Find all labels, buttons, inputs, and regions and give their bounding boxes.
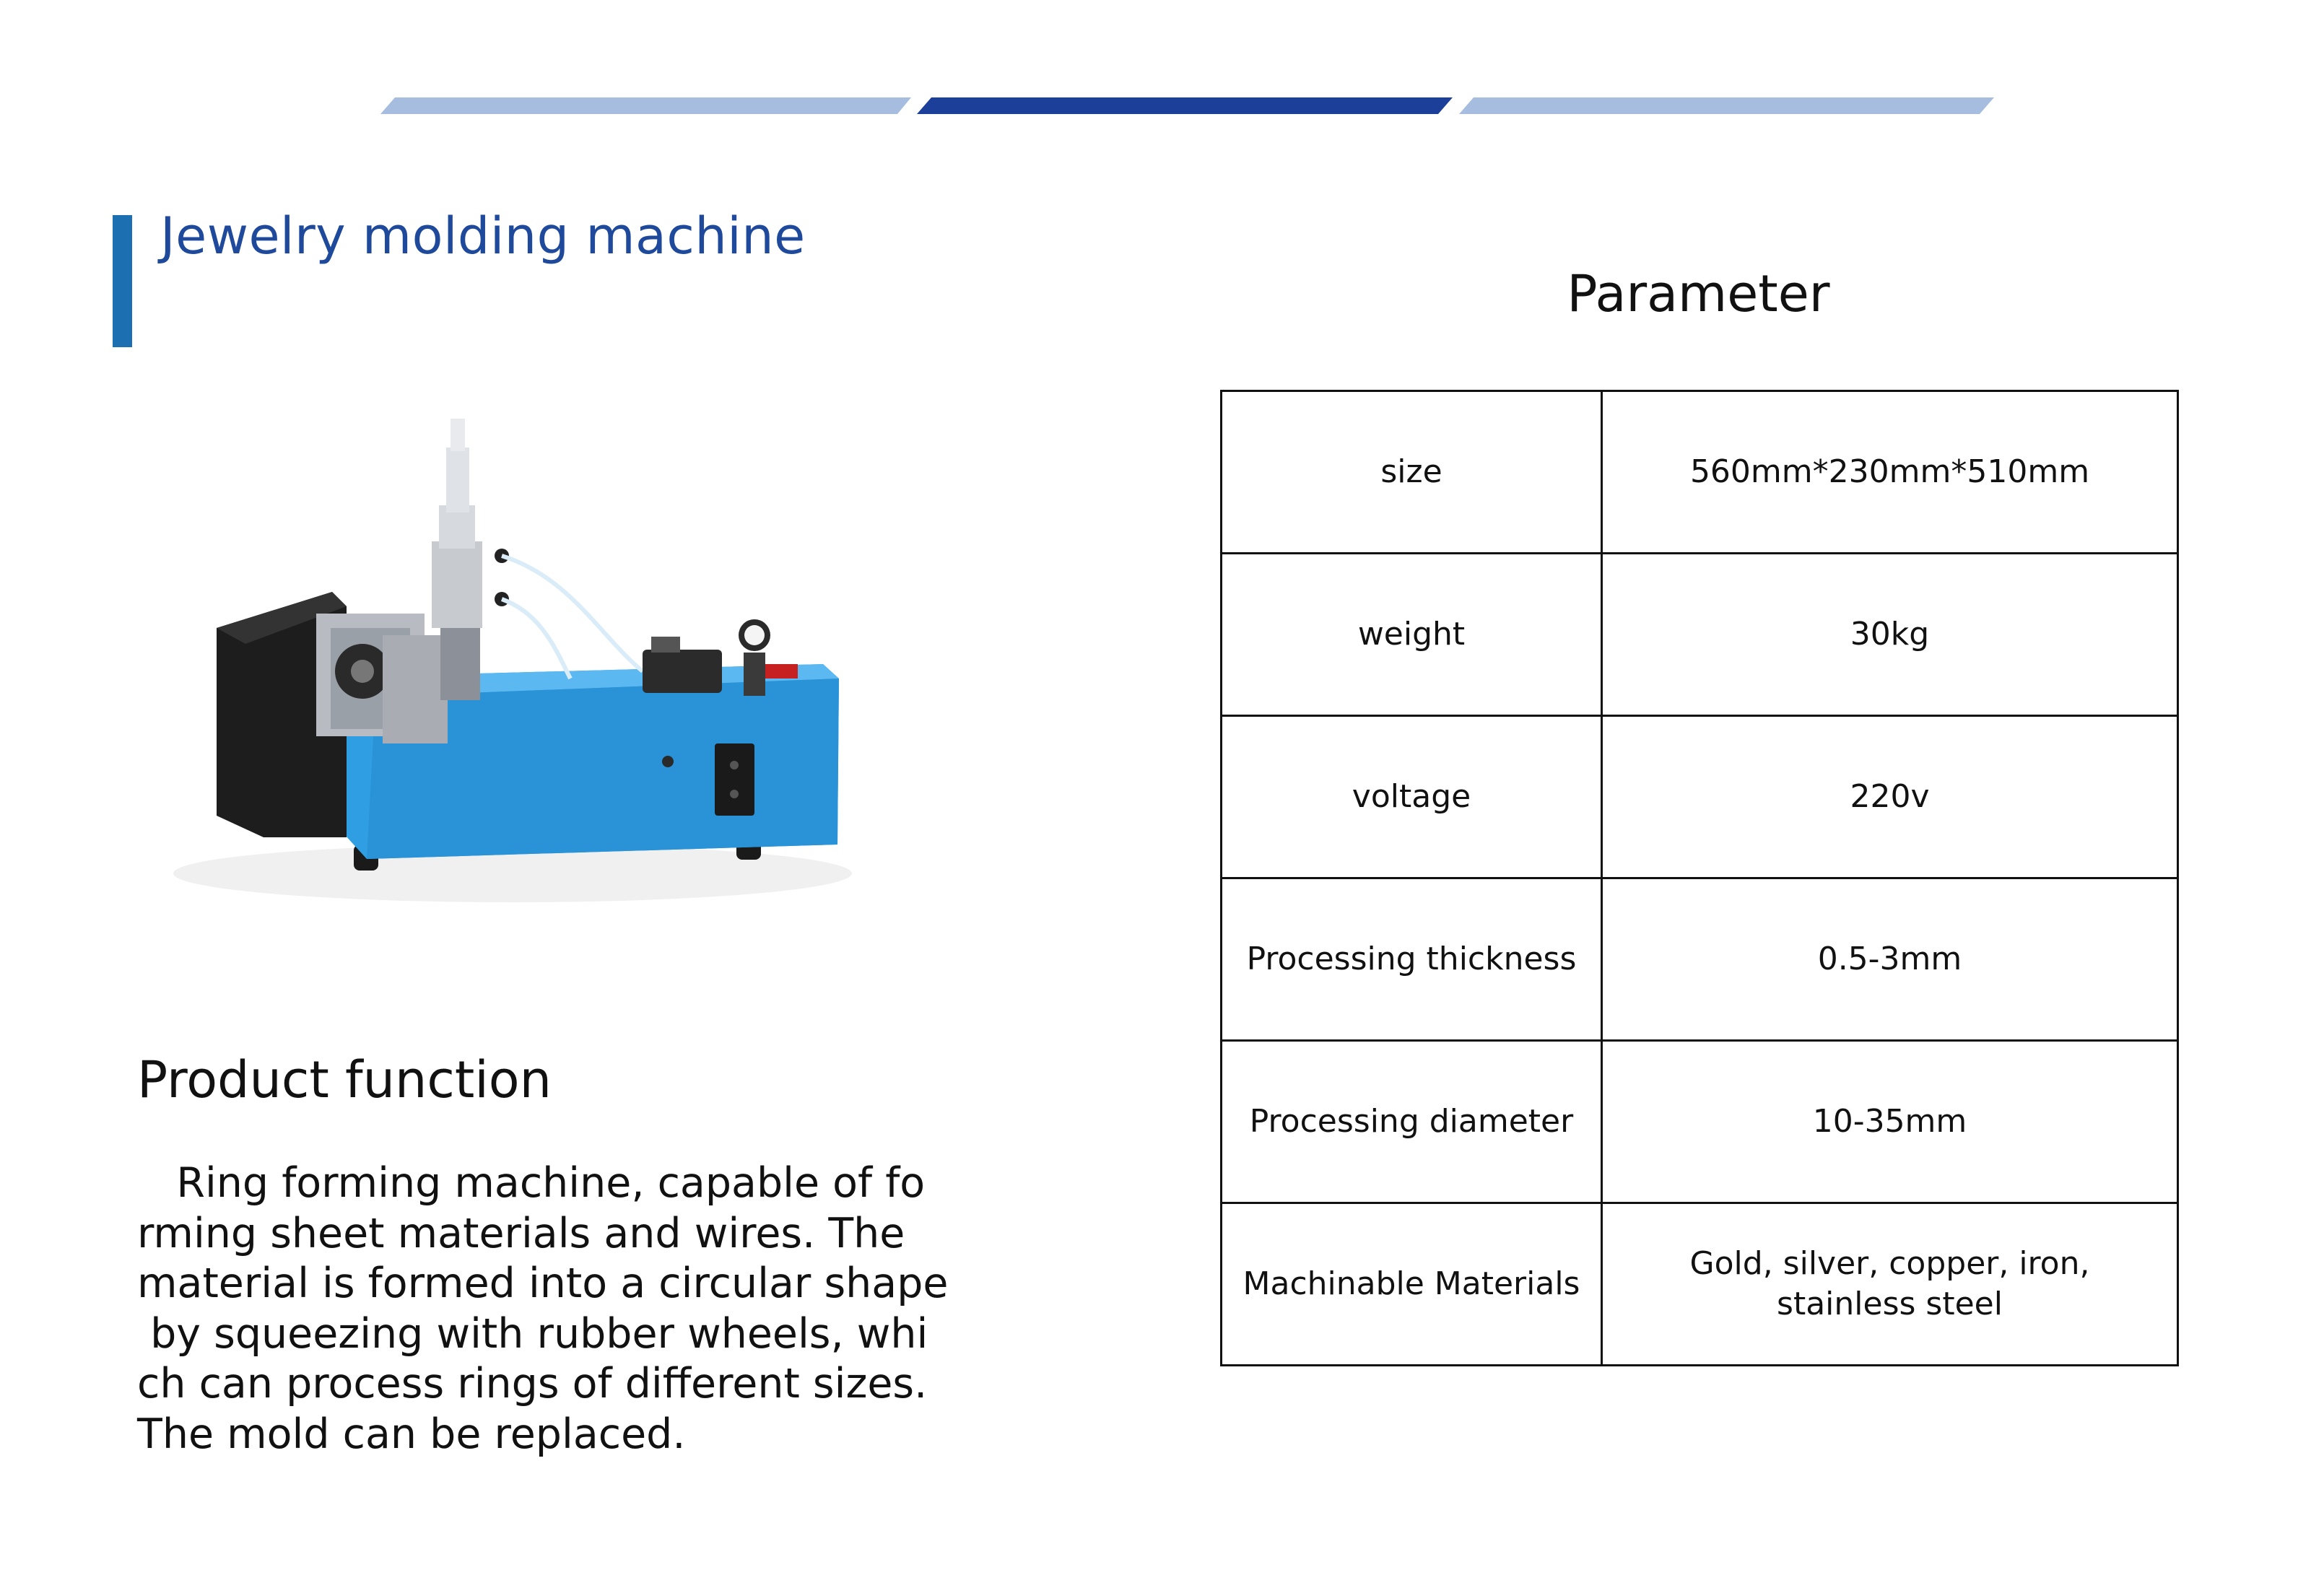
top-decorative-bars xyxy=(0,0,2324,144)
title-accent-bar xyxy=(113,215,132,347)
table-row xyxy=(1222,878,2178,1041)
param-value: Gold, silver, copper, iron, stainless steel xyxy=(1602,1203,2178,1366)
product-function-heading: Product function xyxy=(137,1050,552,1109)
top-bar-left xyxy=(380,97,911,114)
param-value: 0.5-3mm xyxy=(1602,878,2178,1041)
param-name: Machinable Materials xyxy=(1222,1203,1602,1366)
table-row xyxy=(1222,1041,2178,1203)
page-title: Jewelry molding machine xyxy=(160,206,806,266)
top-bar-right xyxy=(1459,97,1994,114)
param-value: 10-35mm xyxy=(1602,1041,2178,1203)
table-row xyxy=(1222,391,2178,554)
description-line: Ring forming machine, capable of fo xyxy=(137,1159,926,1207)
param-name: weight xyxy=(1222,554,1602,716)
param-name: Processing thickness xyxy=(1222,878,1602,1041)
description-line: material is formed into a circular shape xyxy=(137,1260,949,1307)
description-line: rming sheet materials and wires. The xyxy=(137,1209,905,1257)
table-row xyxy=(1222,554,2178,716)
top-bar-middle xyxy=(917,97,1453,114)
param-name: voltage xyxy=(1222,716,1602,878)
table-row xyxy=(1222,1203,2178,1366)
param-name: size xyxy=(1222,391,1602,554)
description-line: The mold can be replaced. xyxy=(137,1410,686,1458)
parameter-table xyxy=(1220,390,2179,1366)
param-name: Processing diameter xyxy=(1222,1041,1602,1203)
parameter-title: Parameter xyxy=(1567,264,1830,323)
param-value: 560mm*230mm*510mm xyxy=(1602,391,2178,554)
param-value: 30kg xyxy=(1602,554,2178,716)
description-line: by squeezing with rubber wheels, whi xyxy=(137,1309,928,1358)
product-function-description xyxy=(137,1159,1004,1460)
param-value: 220v xyxy=(1602,716,2178,878)
table-row xyxy=(1222,716,2178,878)
jewelry-molding-machine-image xyxy=(137,375,902,924)
description-line: ch can process rings of different sizes. xyxy=(137,1360,928,1408)
